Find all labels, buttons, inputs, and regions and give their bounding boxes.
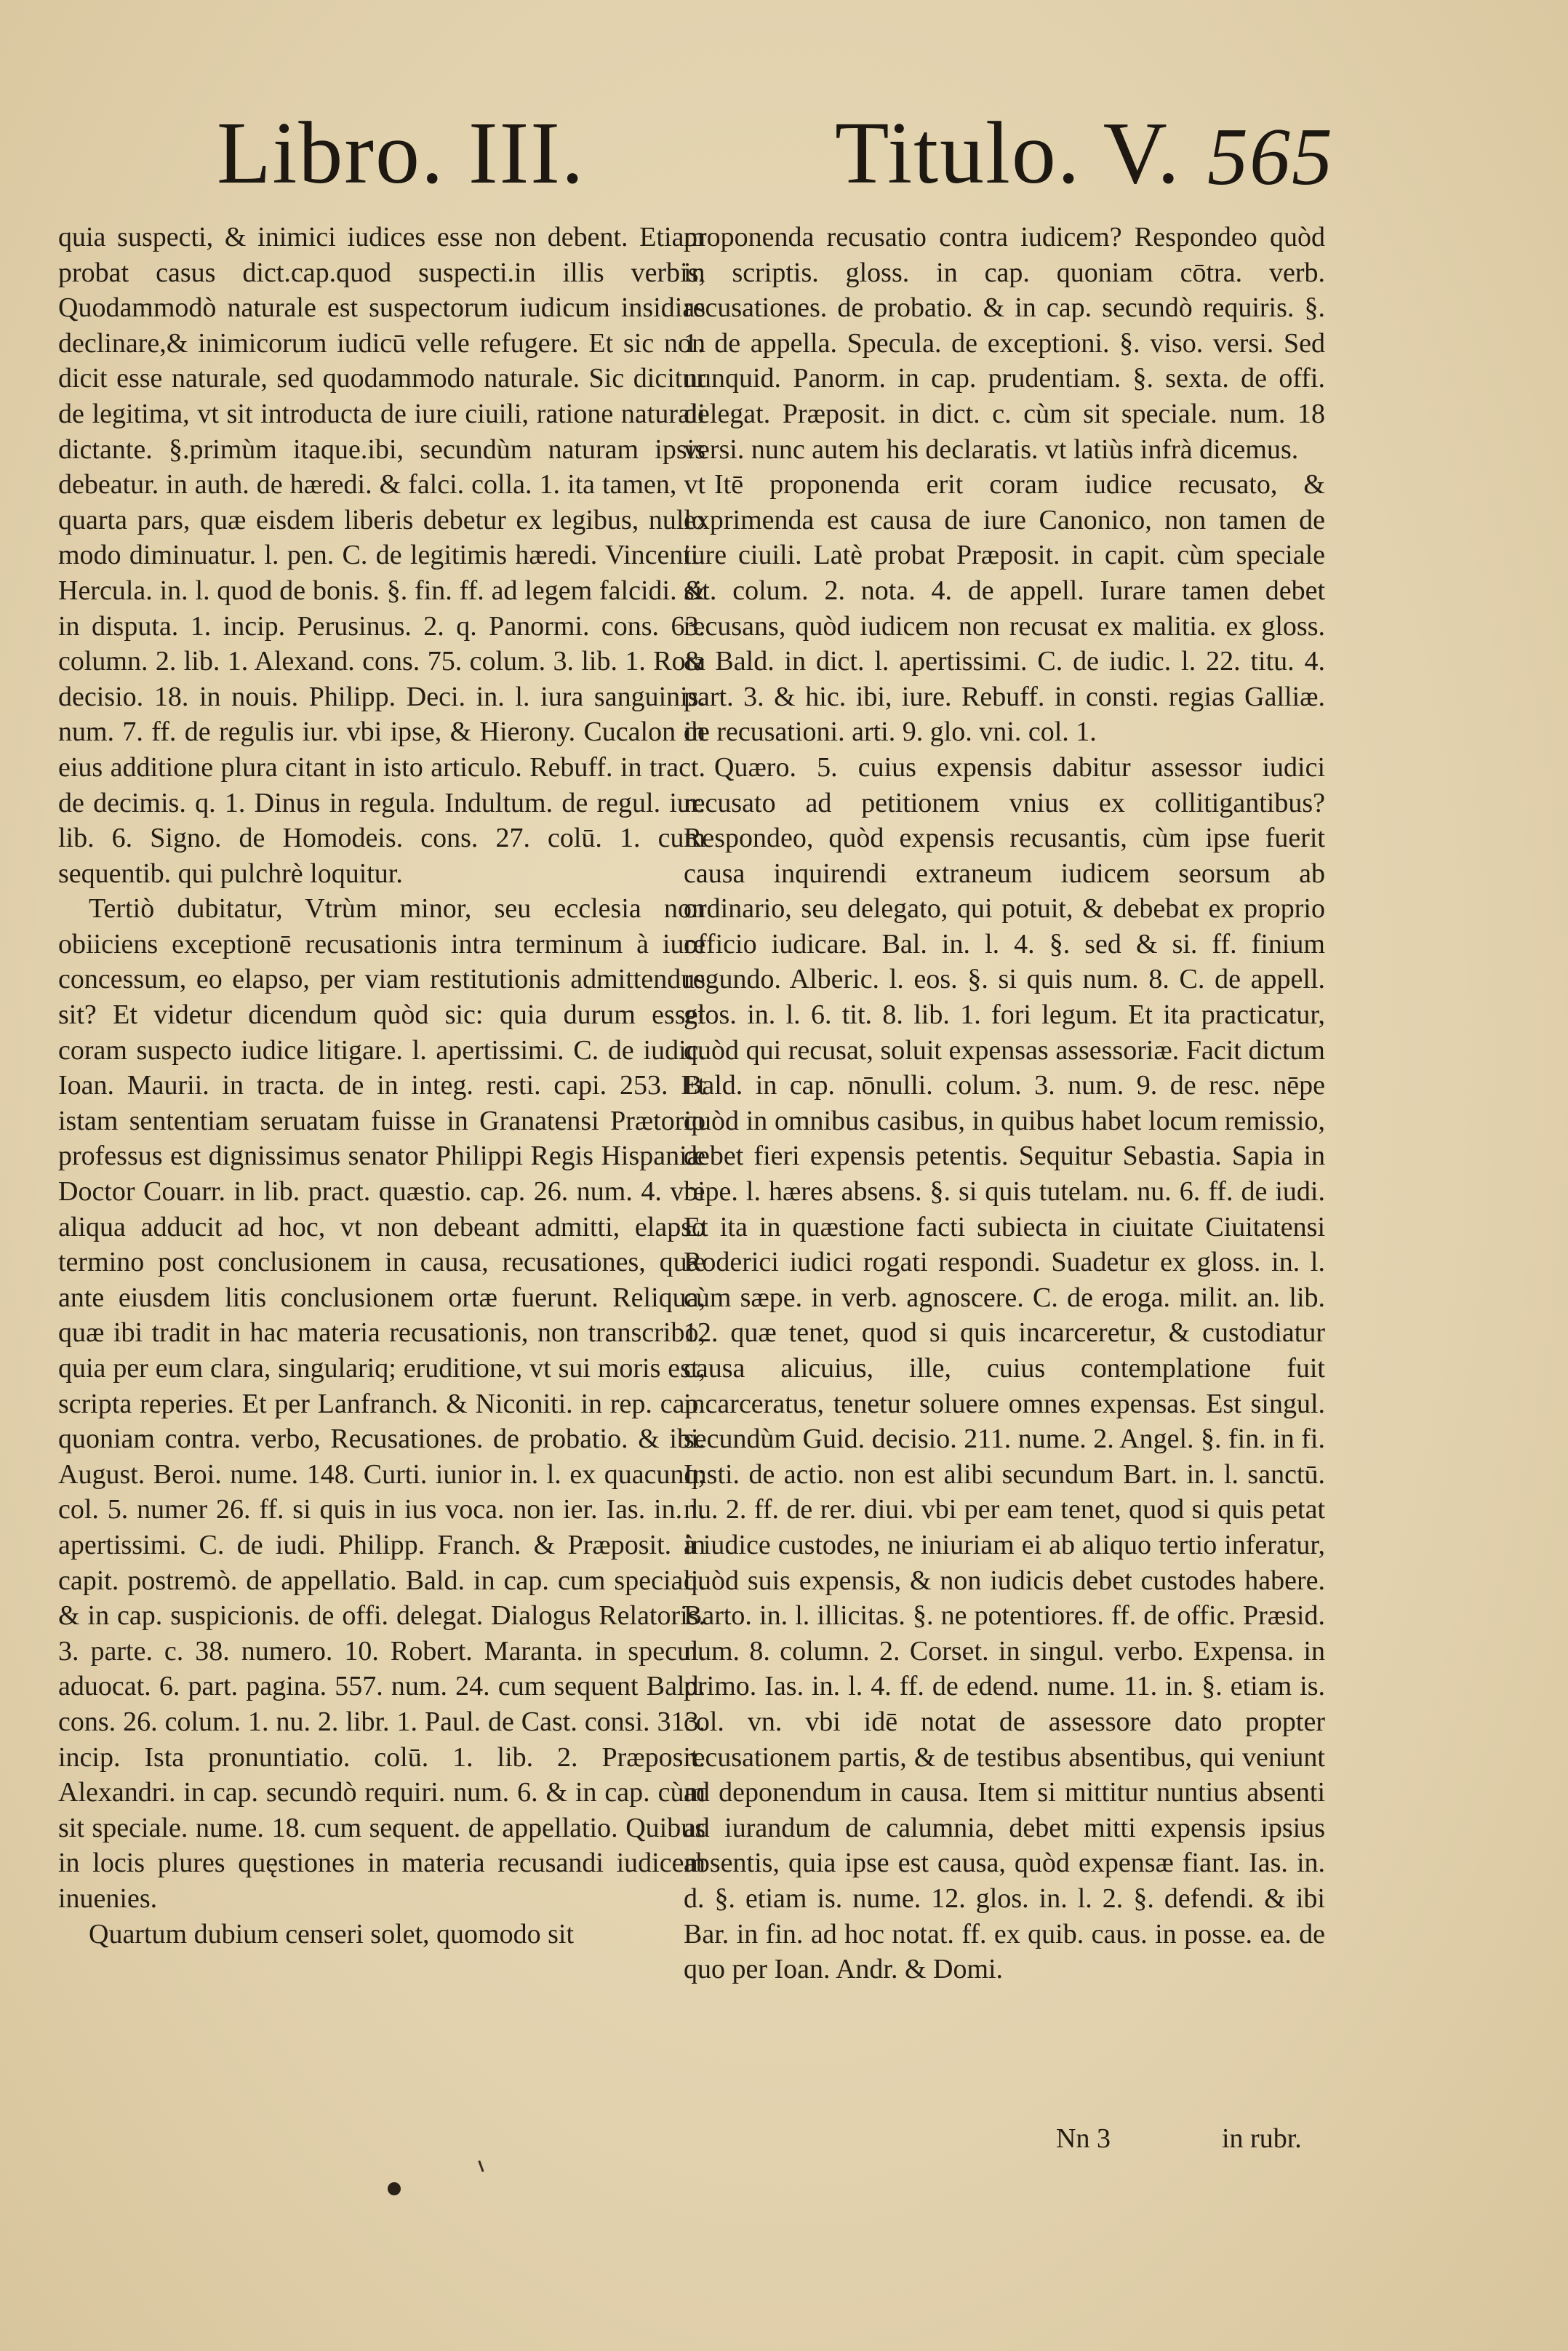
page-number: 565	[1207, 112, 1334, 202]
running-head-title: Titulo. V.	[835, 104, 1181, 202]
paragraph: quia suspecti, & inimici iudices esse non debent. Etiam probat casus dict.cap.quod suspecti.in illis verbis, Quodammodò naturale est suspectorum iudicum insidias declinare,& inimicorum iudicū velle refugere. Et sic non dicit esse naturale, sed quodammodo naturale. Sic dicitur de legitima, vt sit introducta de iure ciuili, ratione naturali dictante. §.primùm itaque.ibi, secundùm naturam ipsis debeatur. in auth. de hæredi. & falci. colla. 1. ita tamen, vt quarta pars, quæ eisdem liberis debetur ex legibus, nullo modo diminuatur. l. pen. C. de legitimis hæredi. Vincenti. Hercula. in. l. quod de bonis. §. fin. ff. ad legem falcidi. & in disputa. 1. incip. Perusinus. 2. q. Panormi. cons. 63. column. 2. lib. 1. Alexand. cons. 75. colum. 3. lib. 1. Rota decisio. 18. in nouis. Philipp. Deci. in. l. iura sanguinis. num. 7. ff. de regulis iur. vbi ipse, & Hierony. Cucalon in eius additione plura citant in isto articulo. Rebuff. in tract. de decimis. q. 1. Dinus in regula. Indultum. de regul. iur. lib. 6. Signo. de Homodeis. cons. 27. colū. 1. cum sequentib. qui pulchrè loquitur.	[58, 222, 705, 889]
left-text-column	[58, 220, 705, 1952]
paragraph: Quæro. 5. cuius expensis dabitur assessor iudici recusato ad petitionem vnius ex collitigantibus? Respondeo, quòd expensis recusantis, cùm ipse fuerit causa inquirendi extraneum iudicem seorsum ab ordinario, seu delegato, qui potuit, & debebat ex proprio officio iudicare. Bal. in. l. 4. §. sed & si. ff. finium regundo. Alberic. l. eos. §. si quis num. 8. C. de appell. glos. in. l. 6. tit. 8. lib. 1. fori legum. Et ita practicatur, quòd qui recusat, soluit expensas assessoriæ. Facit dictum Bald. in cap. nōnulli. colum. 3. num. 9. de resc. nēpe quòd in omnibus casibus, in quibus habet locum remissio, debet fieri expensis petentis. Sequitur Sebastia. Sapia in repe. l. hæres absens. §. si quis tutelam. nu. 6. ff. de iudi. Et ita in quæstione facti subiecta in ciuitate Ciuitatensi Roderici iudici rogati respondi. Suadetur ex gloss. in. l. cùm sæpe. in verb. agnoscere. C. de eroga. milit. an. lib. 12. quæ tenet, quod si quis incarceretur, & custodiatur causa alicuius, ille, cuius contemplatione fuit incarceratus, tenetur soluere omnes expensas. Est singul. secundùm Guid. decisio. 211. nume. 2. Angel. §. fin. in fi. Insti. de actio. non est alibi secundum Bart. in. l. sanctū. nu. 2. ff. de rer. diui. vbi per eam tenet, quod si quis petat à iudice custodes, ne iniuriam ei ab aliquo tertio inferatur, quòd suis expensis, & non iudicis debet custodes habere. Barto. in. l. illicitas. §. ne potentiores. ff. de offic. Præsid. num. 8. column. 2. Corset. in singul. verbo. Expensa. in primo. Ias. in. l. 4. ff. de edend. nume. 11. in. §. etiam is. col. vn. vbi idē notat de assessore dato propter recusationem partis, & de testibus absentibus, qui veniunt ad deponendum in causa. Item si mittitur nuntius absenti ad iurandum de calumnia, debet mitti expensis ipsius absentis, quia ipse est causa, quòd expensæ fiant. Ias. in. d. §. etiam is. nume. 12. glos. in. l. 2. §. defendi. & ibi Bar. in fin. ad hoc notat. ff. ex quib. caus. in posse. ea. de quo per Ioan. Andr. & Domi.	[684, 751, 1325, 1985]
ink-mark	[478, 2160, 484, 2172]
right-text-column	[684, 220, 1325, 1987]
signature-mark: Nn 3	[1056, 2123, 1111, 2154]
paragraph: proponenda recusatio contra iudicem? Respondeo quòd in scriptis. gloss. in cap. quoniam cōtra. verb. recusationes. de probatio. & in cap. secundò requiris. §. 1. de appella. Specula. de exceptioni. §. viso. versi. Sed nunquid. Panorm. in cap. prudentiam. §. sexta. de offi. delegat. Præposit. in dict. c. cùm sit speciale. num. 18 versi. nunc autem his declaratis. vt latiùs infrà dicemus.	[684, 222, 1325, 465]
ink-dot	[388, 2182, 401, 2195]
paragraph: Tertiò dubitatur, Vtrùm minor, seu ecclesia non obiiciens exceptionē recusationis intra terminum à iure concessum, eo elapso, per viam restitutionis admittendus sit? Et videtur dicendum quòd sic: quia durum esset coram suspecto iudice litigare. l. apertissimi. C. de iudic. Ioan. Maurii. in tracta. de in integ. resti. capi. 253. Et istam sententiam seruatam fuisse in Granatensi Prætorio professus est dignissimus senator Philippi Regis Hispaniæ Doctor Couarr. in lib. pract. quæstio. cap. 26. num. 4. vbi aliqua adducit ad hoc, vt non debeant admitti, elapso termino post conclusionem in causa, recusationes, quæ ante eiusdem litis conclusionem ortæ fuerunt. Reliqua, quæ ibi tradit in hac materia recusationis, non transcribo, quia per eum clara, singulariq; eruditione, vt sui moris est, scripta reperies. Et per Lanfranch. & Niconiti. in rep. cap. quoniam contra. verbo, Recusationes. de probatio. & ibi. August. Beroi. nume. 148. Curti. iunior in. l. ex quacunq; col. 5. numer 26. ff. si quis in ius voca. non ier. Ias. in. l. apertissimi. C. de iudi. Philipp. Franch. & Præposit. in capit. postremò. de appellatio. Bald. in cap. cum speciali. & in cap. suspicionis. de offi. delegat. Dialogus Relatoris. 3. parte. c. 38. numero. 10. Robert. Maranta. in specul. aduocat. 6. part. pagina. 557. num. 24. cum sequent Bald. cons. 26. colum. 1. nu. 2. libr. 1. Paul. de Cast. consi. 313. incip. Ista pronuntiatio. colū. 1. lib. 2. Præposit. Alexandri. in cap. secundò requiri. num. 6. & in cap. cùm sit speciale. nume. 18. cum sequent. de appellatio. Quibus in locis plures quęstiones in materia recusandi iudicem inuenies.	[58, 893, 705, 1914]
running-head-book: Libro. III.	[217, 104, 585, 202]
catchword: in rubr.	[1222, 2123, 1302, 2154]
paragraph: Itē proponenda erit coram iudice recusato, & exprimenda est causa de iure Canonico, non tamen de iure ciuili. Latè probat Præposit. in capit. cùm speciale sit. colum. 2. nota. 4. de appell. Iurare tamen debet recusans, quòd iudicem non recusat ex malitia. ex gloss. & Bald. in dict. l. apertissimi. C. de iudic. l. 22. titu. 4. part. 3. & hic. ibi, iure. Rebuff. in consti. regias Galliæ. de recusationi. arti. 9. glo. vni. col. 1.	[684, 469, 1325, 748]
paragraph: Quartum dubium censeri solet, quomodo sit	[89, 1918, 575, 1949]
